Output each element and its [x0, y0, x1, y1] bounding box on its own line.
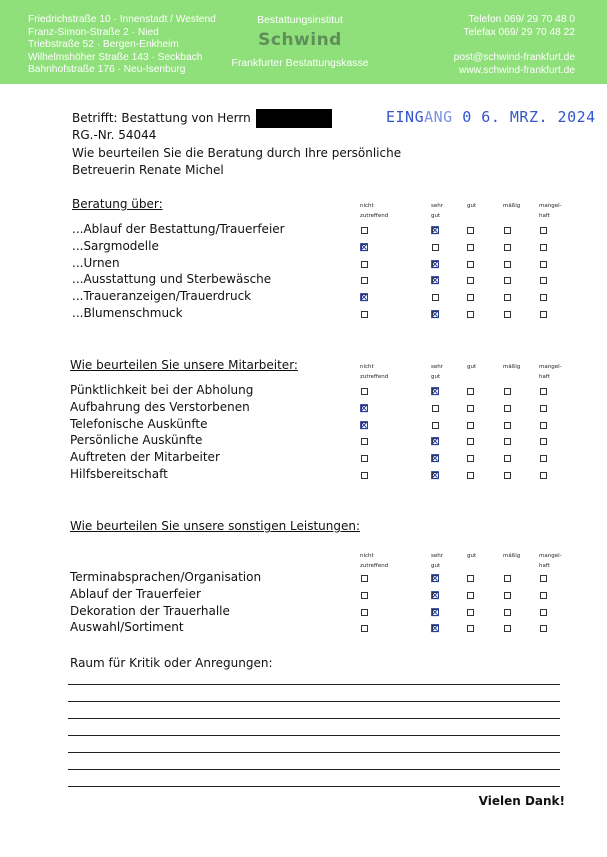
address-line: Triebstraße 52 · Bergen-Enkheim — [28, 39, 179, 50]
fax-number: Telefax 069/ 29 70 48 22 — [463, 26, 575, 38]
check-mark: ⊠ — [430, 587, 441, 602]
question-label: ...Ausstattung und Sterbewäsche — [72, 272, 272, 287]
checkbox[interactable] — [361, 438, 368, 445]
check-mark: ⊠ — [430, 307, 441, 321]
redacted-name — [256, 109, 332, 128]
checkbox[interactable] — [467, 244, 474, 251]
column-header-line: nicht — [360, 203, 374, 209]
column-header — [503, 551, 520, 561]
checkbox[interactable] — [504, 625, 511, 632]
checkbox[interactable] — [540, 405, 547, 412]
address-line: Bahnhofstraße 176 · Neu-Isenburg — [28, 64, 186, 75]
checkbox[interactable] — [540, 294, 547, 301]
checkbox[interactable] — [361, 227, 368, 234]
checkbox[interactable] — [467, 277, 474, 284]
comment-line[interactable] — [68, 769, 560, 770]
column-header — [467, 201, 476, 211]
question-label: ...Sargmodelle — [72, 238, 159, 253]
checkbox[interactable] — [504, 261, 511, 268]
rg-number: RG.-Nr. 54044 — [72, 128, 157, 142]
checkbox[interactable] — [504, 277, 511, 284]
comment-line[interactable] — [68, 718, 560, 719]
checkbox[interactable] — [504, 388, 511, 395]
checkbox[interactable] — [432, 244, 439, 251]
question-label: Hilfsbereitschaft — [70, 467, 168, 481]
checkbox[interactable] — [467, 388, 474, 395]
checkbox[interactable] — [432, 294, 439, 301]
checkbox[interactable] — [361, 472, 368, 479]
checkbox[interactable] — [540, 422, 547, 429]
comment-line[interactable] — [68, 701, 560, 702]
column-header — [360, 551, 388, 571]
column-header-line: gut — [431, 213, 441, 219]
checkbox[interactable] — [540, 244, 547, 251]
column-header-line: mäßig — [503, 364, 521, 370]
check-mark: ⊠ — [430, 451, 441, 466]
checkbox[interactable] — [504, 244, 511, 251]
column-header — [503, 362, 520, 372]
checkbox[interactable] — [540, 227, 547, 234]
question-label: Auswahl/Sortiment — [70, 620, 184, 635]
comment-line[interactable] — [68, 786, 560, 787]
column-header-line: zutreffend — [360, 374, 389, 380]
checkbox[interactable] — [540, 455, 547, 462]
column-header-line: mangel- — [539, 364, 562, 370]
column-header-line: haft — [539, 374, 550, 380]
column-header-line: mäßig — [503, 553, 521, 559]
thanks-text: Vielen Dank! — [478, 794, 565, 808]
checkbox[interactable] — [361, 388, 368, 395]
letterhead — [0, 0, 607, 84]
checkbox[interactable] — [432, 422, 439, 429]
column-header-line: zutreffend — [360, 563, 389, 569]
check-mark: ⊠ — [430, 571, 441, 585]
check-mark: ⊠ — [359, 290, 370, 305]
checkbox[interactable] — [540, 277, 547, 284]
checkbox[interactable] — [361, 311, 368, 318]
column-header-line: mangel- — [539, 203, 562, 209]
betrifft-line: Betrifft: Bestattung von Herrn — [72, 111, 251, 125]
column-header-line: gut — [467, 553, 477, 559]
question-label: Auftreten der Mitarbeiter — [70, 450, 220, 465]
column-header-line: nicht — [360, 364, 374, 370]
column-header-line: haft — [539, 563, 550, 569]
question-line-1: Wie beurteilen Sie die Beratung durch Ihre persönliche — [72, 146, 402, 160]
column-header — [503, 201, 520, 211]
checkbox[interactable] — [504, 311, 511, 318]
check-mark: ⊠ — [430, 273, 441, 288]
question-label: ...Blumenschmuck — [72, 306, 183, 320]
checkbox[interactable] — [361, 592, 368, 599]
question-line-2: Betreuerin Renate Michel — [72, 163, 224, 177]
checkbox[interactable] — [504, 438, 511, 445]
phone-number: Telefon 069/ 29 70 48 0 — [468, 14, 575, 25]
received-stamp — [386, 108, 596, 126]
column-header-line: mangel- — [539, 553, 562, 559]
section-title: Wie beurteilen Sie unsere sonstigen Leistungen: — [70, 519, 361, 533]
column-header-line: gut — [431, 374, 441, 380]
section-title: Wie beurteilen Sie unsere Mitarbeiter: — [70, 358, 298, 372]
column-header-line: gut — [431, 563, 441, 569]
checkbox[interactable] — [432, 405, 439, 412]
stamp-eing: EING — [386, 108, 425, 126]
column-header-line: gut — [467, 364, 477, 370]
checkbox[interactable] — [504, 422, 511, 429]
checkbox[interactable] — [504, 405, 511, 412]
question-label: Aufbahrung des Verstorbenen — [70, 399, 250, 414]
comment-line[interactable] — [68, 752, 560, 753]
checkbox[interactable] — [540, 311, 547, 318]
column-header-line: gut — [467, 203, 477, 209]
question-label: ...Traueranzeigen/Trauerdruck — [72, 289, 252, 304]
stamp-date: 0 6. MRZ. 2024 — [462, 108, 596, 126]
section-title: Beratung über: — [72, 197, 163, 211]
checkbox[interactable] — [361, 277, 368, 284]
check-mark: ⊠ — [430, 621, 441, 636]
check-mark: ⊠ — [359, 239, 370, 254]
checkbox[interactable] — [361, 455, 368, 462]
email-link: post@schwind-frankfurt.de — [453, 52, 575, 63]
checkbox[interactable] — [504, 455, 511, 462]
company-subtitle: Bestattungsinstitut — [257, 14, 343, 26]
column-header-line: nicht — [360, 553, 374, 559]
column-header — [360, 362, 388, 382]
comment-line[interactable] — [68, 735, 560, 736]
checkbox[interactable] — [467, 625, 474, 632]
checkbox[interactable] — [467, 405, 474, 412]
checkbox[interactable] — [467, 294, 474, 301]
checkbox[interactable] — [540, 438, 547, 445]
question-label: Pünktlichkeit bei der Abholung — [70, 383, 254, 397]
checkbox[interactable] — [540, 592, 547, 599]
checkbox[interactable] — [504, 609, 511, 616]
company-block — [200, 14, 400, 69]
question-label: Terminabsprachen/Organisation — [70, 570, 262, 584]
checkbox[interactable] — [504, 227, 511, 234]
column-header-line: haft — [539, 213, 550, 219]
question-label: Persönliche Auskünfte — [70, 433, 203, 448]
column-header-line: zutreffend — [360, 213, 389, 219]
comments-label: Raum für Kritik oder Anregungen: — [70, 656, 273, 670]
contact-block — [454, 14, 575, 77]
question-label: ...Urnen — [72, 255, 120, 270]
checkbox[interactable] — [467, 438, 474, 445]
check-mark: ⊠ — [430, 223, 441, 237]
check-mark: ⊠ — [430, 604, 441, 619]
address-line: Wilhelmshöher Straße 143 · Seckbach — [28, 51, 203, 63]
question-label: ...Ablauf der Bestattung/Trauerfeier — [72, 222, 285, 236]
question-label: Ablauf der Trauerfeier — [70, 586, 201, 601]
column-header — [431, 551, 443, 571]
column-header — [431, 362, 443, 382]
check-mark: ⊠ — [359, 417, 370, 432]
column-header-line: sehr — [431, 203, 443, 209]
company-tagline: Frankfurter Bestattungskasse — [231, 57, 369, 69]
checkbox[interactable] — [540, 388, 547, 395]
question-label: Telefonische Auskünfte — [70, 416, 208, 431]
checkbox[interactable] — [467, 609, 474, 616]
column-header-line: sehr — [431, 553, 443, 559]
checkbox[interactable] — [361, 261, 368, 268]
column-header-line: mäßig — [503, 203, 521, 209]
column-header-line: sehr — [431, 364, 443, 370]
checkbox[interactable] — [361, 625, 368, 632]
column-header — [539, 201, 562, 221]
checkbox[interactable] — [504, 472, 511, 479]
checkbox[interactable] — [504, 592, 511, 599]
check-mark: ⊠ — [430, 384, 441, 398]
checkbox[interactable] — [540, 625, 547, 632]
checkbox[interactable] — [540, 609, 547, 616]
checkbox[interactable] — [467, 422, 474, 429]
checkbox[interactable] — [467, 592, 474, 599]
stamp-ang: ANG — [424, 108, 453, 126]
checkbox[interactable] — [540, 575, 547, 582]
checkbox[interactable] — [504, 575, 511, 582]
branch-addresses — [28, 14, 216, 77]
checkbox[interactable] — [467, 227, 474, 234]
check-mark: ⊠ — [430, 256, 441, 271]
checkbox[interactable] — [467, 575, 474, 582]
checkbox[interactable] — [467, 455, 474, 462]
checkbox[interactable] — [504, 294, 511, 301]
column-header — [539, 362, 562, 382]
question-label: Dekoration der Trauerhalle — [70, 603, 230, 618]
checkbox[interactable] — [467, 261, 474, 268]
column-header — [360, 201, 388, 221]
column-header — [539, 551, 562, 571]
checkbox[interactable] — [361, 609, 368, 616]
checkbox[interactable] — [467, 472, 474, 479]
address-line: Franz-Simon-Straße 2 · Nied — [28, 26, 159, 38]
comment-line[interactable] — [68, 684, 560, 685]
check-mark: ⊠ — [430, 468, 441, 482]
column-header — [431, 201, 443, 221]
company-logo: Schwind — [258, 30, 342, 50]
checkbox[interactable] — [540, 472, 547, 479]
column-header — [467, 362, 476, 372]
website-link: www.schwind-frankfurt.de — [458, 64, 575, 76]
address-line: Friedrichstraße 10 · Innenstadt / Westend — [28, 14, 216, 25]
checkbox[interactable] — [540, 261, 547, 268]
checkbox[interactable] — [467, 311, 474, 318]
check-mark: ⊠ — [359, 400, 370, 415]
check-mark: ⊠ — [430, 434, 441, 449]
column-header — [467, 551, 476, 561]
checkbox[interactable] — [361, 575, 368, 582]
